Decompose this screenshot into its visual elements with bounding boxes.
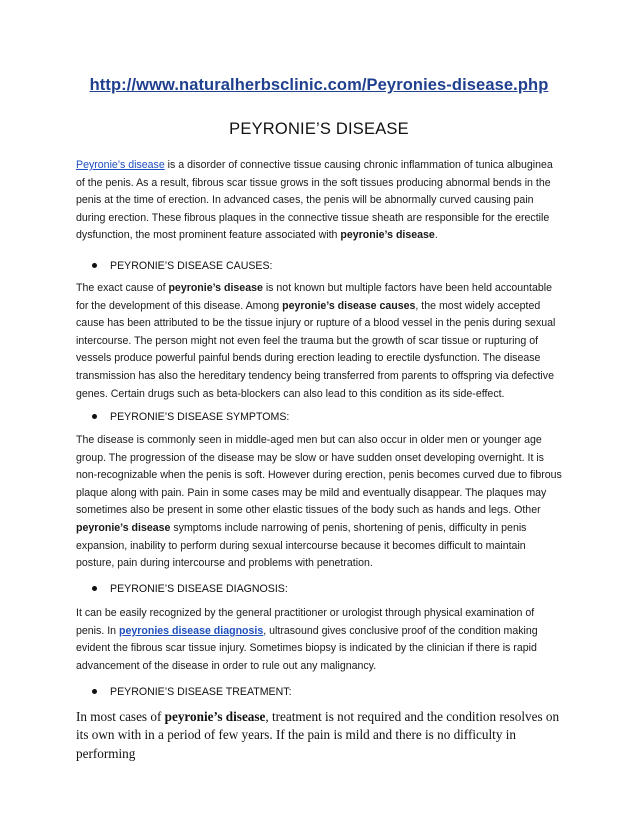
source-url-link[interactable]: http://www.naturalherbsclinic.com/Peyronies-disease.php [89, 76, 549, 94]
symptoms-heading-colon: : [286, 411, 290, 423]
intro-text-2: . [434, 229, 438, 242]
treatment-paragraph [76, 708, 566, 763]
treatment-text-2: , treatment is not required and the condition resolves on its own with in a period of few years. If the pain is mild and there is no difficulty in performing [76, 709, 560, 761]
symptoms-paragraph [76, 432, 564, 573]
diagnosis-text-2: , ultrasound gives conclusive proof of the condition making evident the fibrous scar tissue injury. Sometimes biopsy is indicated by the clinician if there is rapid advancement of the disease in order to rule out any malignancy. [76, 624, 538, 672]
symptoms-heading [92, 409, 289, 426]
causes-text-2: is not known but multiple factors have been held accountable for the development of this disease. Among [76, 282, 553, 312]
symptoms-bold-1: peyronie’s disease [76, 521, 171, 534]
diagnosis-heading-text: PEYRONIE’S DISEASE DIAGNOSIS [110, 583, 285, 595]
bullet-icon [92, 689, 97, 694]
bullet-icon [92, 263, 97, 268]
causes-heading-text: PEYRONIE’S DISEASE CAUSES: [110, 260, 273, 272]
symptoms-text-2: symptoms include narrowing of penis, shortening of penis, difficulty in penis expansion, inability to perform during sexual intercourse because it becomes difficult to maintain posture, pain during intercourse and problems with penetration. [76, 521, 527, 570]
diagnosis-link[interactable]: peyronies disease diagnosis [119, 624, 264, 637]
causes-text-1: The exact cause of [76, 282, 169, 294]
treatment-heading-colon: : [288, 686, 292, 698]
bullet-icon [92, 586, 97, 591]
treatment-text-1: In most cases of [76, 709, 165, 724]
causes-text-3: , the most widely accepted cause has been attributed to be the tissue injury or rupture of a blood vessel in the penis during sexual intercourse. The person might not even feel the trauma but the growth of scar tissue or rupturing of vessels produce powerful painful bends during erection leading to erectile dysfunction. The disease transmission has also the hereditary tendency being transferred from parents to offspring via defective genes. Certain drugs such as beta-blockers can also lead to this condition as its side-effect. [76, 299, 556, 400]
causes-heading [92, 258, 273, 275]
treatment-heading-text: PEYRONIE’S DISEASE TREATMENT [110, 686, 289, 698]
intro-disease-link[interactable]: Peyronie’s disease [76, 159, 165, 171]
treatment-bold-1: peyronie’s disease [164, 709, 266, 724]
intro-paragraph [76, 157, 564, 245]
intro-bold-term: peyronie’s disease [340, 229, 435, 242]
diagnosis-paragraph [76, 605, 564, 675]
bullet-icon [92, 414, 97, 419]
intro-text-1: is a disorder of connective tissue causing chronic inflammation of tunica albuginea of the penis. As a result, fibrous scar tissue grows in the soft tissues producing abnormal bends in the penis at the time of erection. In advanced cases, the penis will be abnormally curved causing pain during erection. These fibrous plaques in the connective tissue sheath are responsible for the erectile dysfunction, the most prominent feature associated with [76, 159, 553, 242]
diagnosis-heading [92, 581, 288, 598]
symptoms-heading-text: PEYRONIE’S DISEASE SYMPTOMS [110, 411, 287, 423]
page-title: PEYRONIE’S DISEASE [229, 120, 409, 138]
causes-bold-2: peyronie’s disease causes [282, 299, 416, 312]
diagnosis-heading-colon: : [284, 583, 288, 595]
causes-paragraph [76, 280, 564, 403]
causes-bold-1: peyronie’s disease [168, 282, 263, 294]
symptoms-text-1: The disease is commonly seen in middle-aged men but can also occur in older men or younger age group. The progression of the disease may be slow or have sudden onset developing overnight. It is non-recognizable when the penis is soft. However during erection, penis becomes curved due to fibrous plaque along with pain. Pain in some cases may be mild and eventually disappear. The plaques may sometimes also be present in some other elastic tissues of the body such as hands and legs. Other [76, 434, 562, 517]
diagnosis-text-1: It can be easily recognized by the general practitioner or urologist through physical examination of penis. In [76, 607, 535, 637]
treatment-heading [92, 684, 292, 701]
